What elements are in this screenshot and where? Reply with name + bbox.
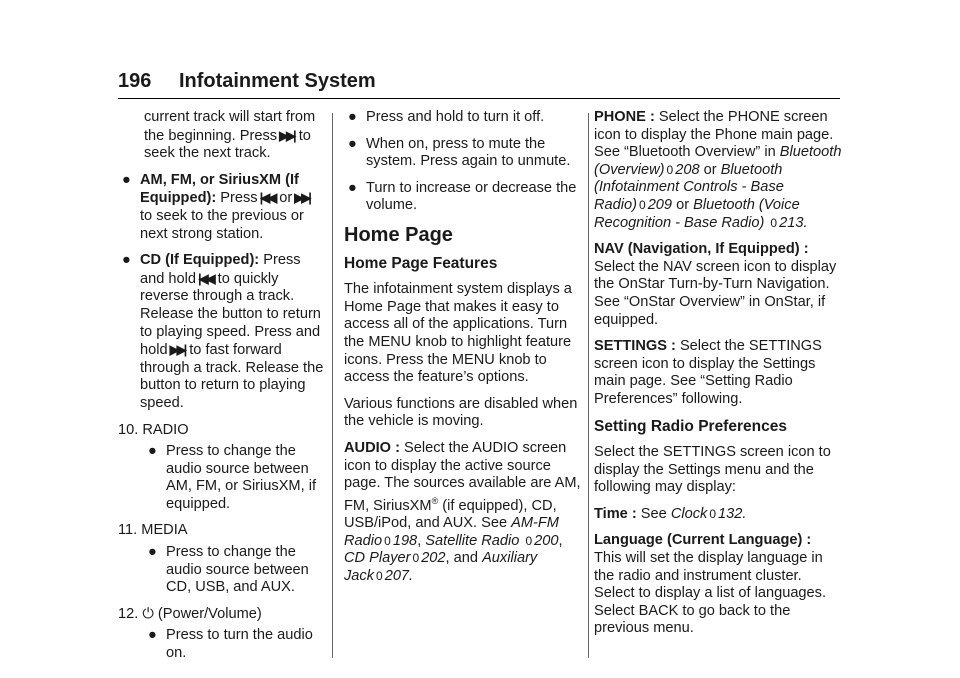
page-header: [118, 70, 376, 93]
page-ref-icon: 0: [384, 533, 391, 548]
column-1: [118, 109, 328, 672]
power-bullet-1: ● Press and hold to turn it off.: [348, 109, 545, 125]
page-ref-icon: 0: [709, 506, 716, 521]
prev-track-icon: |◀◀: [259, 190, 275, 206]
language-entry: Language (Current Language) : This will set the display language in the radio and instrument cluster. Select to display a list of languages. Select BACK to go back to the previous menu.: [594, 532, 827, 637]
item-12: 12. ⏻ (Power/Volume): [118, 605, 262, 622]
bullet-icon: ●: [148, 627, 157, 644]
audio-entry: AUDIO : Select the AUDIO screen icon to display the active source page. The sources available are AM, FM, SiriusXM® (if equipped), CD, USB/iPod, and AUX. See AM-FM Radio 0 198, Satellite Radio 0 200, CD Player 0 202, and Auxiliary Jack 0 207.: [344, 439, 581, 584]
page-ref-icon: 0: [770, 215, 778, 230]
bullet-icon: ●: [348, 109, 357, 125]
bullet-icon: ●: [122, 171, 131, 188]
page-ref-icon: 0: [666, 162, 674, 177]
section-heading: Home Page: [344, 223, 453, 246]
column-divider-1: [332, 113, 333, 658]
column-3: [594, 109, 844, 647]
page-ref-icon: 0: [376, 568, 383, 583]
link-clock[interactable]: Clock: [670, 505, 708, 522]
link-amfm-radio[interactable]: AM-FM Radio: [344, 515, 559, 549]
column-divider-2: [588, 113, 589, 658]
page-title: Infotainment System: [178, 70, 376, 92]
phone-entry: PHONE : Select the PHONE screen icon to display the Phone main page. See “Bluetooth Overview” in Bluetooth (Overview) 0 208 or Bluetooth (Infotainment Controls - Base Radio) 0 209 or Bluetooth (Voice Recognition - Base Radio) 0 213.: [594, 109, 842, 231]
paragraph: The infotainment system displays a Home Page that makes it easy to access all of the applications. Turn the MENU knob to highlight feature icons. Press the MENU knob to access the feature’s options.: [344, 281, 572, 386]
column-2: [344, 109, 582, 595]
link-bluetooth-controls[interactable]: Bluetooth (Infotainment Controls - Base Radio): [594, 161, 784, 213]
next-track-icon: ▶▶|: [294, 190, 309, 206]
paragraph: Various functions are disabled when the vehicle is moving.: [344, 395, 578, 430]
link-satellite-radio[interactable]: Satellite Radio: [425, 532, 520, 549]
paragraph: Select the SETTINGS screen icon to display the Settings menu and the following may display:: [594, 444, 831, 496]
nav-entry: NAV (Navigation, If Equipped) : Select the NAV screen icon to display the OnStar Turn-by-Turn Navigation. See “OnStar Overview” in OnStar, if equipped.: [594, 241, 837, 328]
header-rule: [118, 98, 840, 99]
bullet-icon: ●: [348, 179, 357, 196]
bullet-icon: ●: [148, 443, 157, 460]
bullet-amfm: ● AM, FM, or SiriusXM (If Equipped): Press |◀◀ or ▶▶| to seek to the previous or next strong station.: [122, 171, 309, 242]
page-ref-icon: 0: [525, 533, 533, 548]
item-11: 11. MEDIA: [118, 522, 188, 539]
page-number: 196: [118, 70, 152, 92]
power-bullet-2: ● When on, press to mute the system. Press again to unmute.: [348, 135, 571, 170]
next-track-icon: ▶▶|: [169, 342, 185, 358]
power-icon: ⏻: [142, 605, 154, 622]
page-ref-icon: 0: [639, 197, 646, 212]
power-bullet-3: ● Turn to increase or decrease the volume.: [348, 179, 577, 214]
link-bluetooth-voice[interactable]: Bluetooth (Voice Recognition - Base Radio): [594, 196, 800, 231]
link-cd-player[interactable]: CD Player: [344, 550, 411, 567]
continuation-text: current track will start from the beginning. Press ▶▶| to seek the next track.: [144, 109, 316, 162]
page-ref-icon: 0: [412, 551, 420, 566]
subsection-heading: Home Page Features: [344, 254, 498, 272]
time-entry: Time : See Clock 0 132.: [594, 505, 747, 522]
bullet-icon: ●: [348, 135, 357, 152]
subsection-heading: Setting Radio Preferences: [594, 417, 787, 435]
link-bluetooth-overview[interactable]: Bluetooth (Overview): [594, 144, 842, 178]
bullet-icon: ●: [148, 544, 157, 561]
item-12-bullet: ● Press to turn the audio on.: [148, 627, 313, 662]
next-track-icon: ▶▶|: [279, 127, 294, 143]
item-11-bullet: ● Press to change the audio source between CD, USB, and AUX.: [148, 544, 309, 596]
link-auxiliary-jack[interactable]: Auxiliary Jack: [344, 550, 538, 584]
bullet-cd: ● CD (If Equipped): Press and hold |◀◀ to quickly reverse through a track. Release the button to return to playing speed. Press and hold ▶▶| to fast forward through a track. Release the button to return to playing speed.: [122, 252, 324, 411]
item-10: 10. RADIO: [118, 421, 189, 438]
item-10-bullet: ● Press to change the audio source between AM, FM, or SiriusXM, if equipped.: [148, 443, 316, 512]
settings-entry: SETTINGS : Select the SETTINGS screen icon to display the Settings main page. See “Setting Radio Preferences” following.: [594, 338, 822, 407]
bullet-icon: ●: [122, 252, 131, 269]
prev-track-icon: |◀◀: [198, 270, 213, 286]
